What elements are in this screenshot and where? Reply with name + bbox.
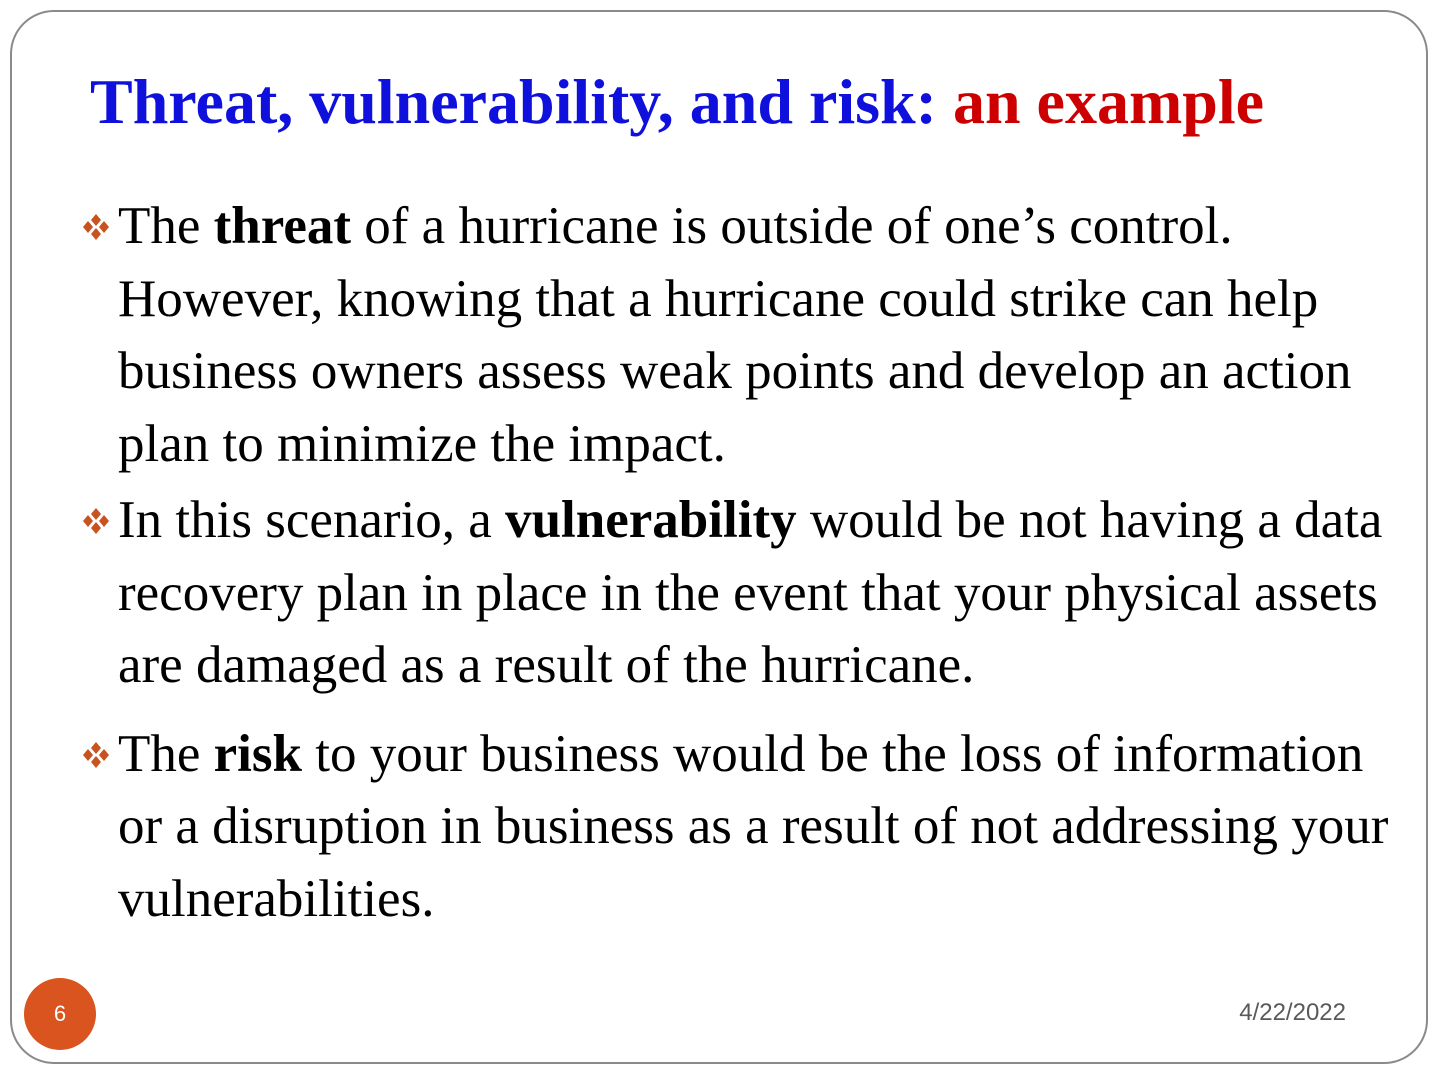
bullet-item-vulnerability xyxy=(76,484,1406,702)
bullet-term-vulnerability: vulnerability xyxy=(505,491,797,549)
bullet-text-before: In this scenario, a xyxy=(118,491,506,549)
four-diamond-bullet-icon xyxy=(78,212,114,242)
bullet-term-threat: threat xyxy=(213,197,352,255)
slide-number-badge: 6 xyxy=(24,978,96,1050)
slide-title xyxy=(90,64,1410,140)
bullet-term-risk: risk xyxy=(213,724,303,783)
four-diamond-bullet-icon xyxy=(78,506,114,536)
bullet-text xyxy=(118,197,1351,473)
bullet-item-threat xyxy=(76,190,1406,480)
bullet-text-after: would be not having a data recovery plan in place in the event that your physical assets are damaged as a result of the hurricane. xyxy=(118,491,1383,694)
slide-title-accent: an example xyxy=(952,66,1265,137)
bullet-text-after: to your business would be the loss of information or a disruption in business as a result of not addressing your vulnerabilities. xyxy=(118,724,1389,928)
four-diamond-bullet-icon xyxy=(78,740,114,770)
bullet-text-before: The xyxy=(118,724,214,783)
bullet-text-before: The xyxy=(118,197,214,255)
bullet-text xyxy=(118,491,1382,694)
slide-title-main: Threat, vulnerability, and risk: xyxy=(90,66,953,137)
slide-date: 4/22/2022 xyxy=(1239,999,1346,1026)
bullet-item-risk xyxy=(76,718,1406,936)
bullet-text xyxy=(118,725,1388,928)
bullet-list xyxy=(76,190,1406,935)
bullet-text-after: of a hurricane is outside of one’s control. However, knowing that a hurricane could strike can help business owners assess weak points and develop an action plan to minimize the impact. xyxy=(118,197,1352,473)
